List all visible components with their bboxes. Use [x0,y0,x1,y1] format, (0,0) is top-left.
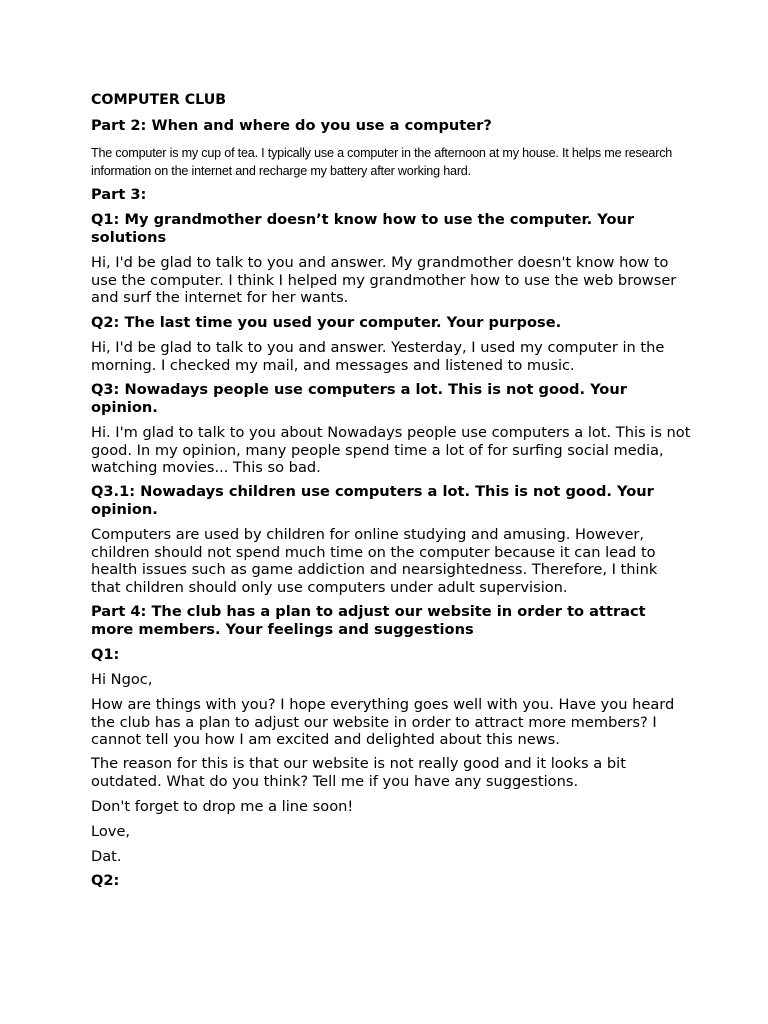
part3-q3-1-answer: Computers are used by children for online studying and amusing. However, children should not spend much time on the computer because it can lead to health issues such as game addiction and nearsightedness. Therefore, I think that children should only use computers under adult supervision. [91,526,658,596]
part3-q3-heading: Q3: Nowadays people use computers a lot. This is not good. Your opinion. [91,381,627,416]
letter-greeting: Hi Ngoc, [91,671,153,688]
part2-heading: Part 2: When and where do you use a computer? [91,117,492,134]
part3-q1-heading: Q1: My grandmother doesn’t know how to use the computer. Your solutions [91,211,635,246]
letter-paragraph-2: The reason for this is that our website is not really good and it looks a bit outdated. What do you think? Tell me if you have any suggestions. [91,755,626,790]
part3-q1-answer: Hi, I'd be glad to talk to you and answer. My grandmother doesn't know how to use the computer. I think I helped my grandmother how to use the web browser and surf the internet for her wants. [91,254,677,306]
part2-answer: The computer is my cup of tea. I typically use a computer in the afternoon at my house. It helps me research information on the internet and recharge my battery after working hard. [91,146,673,178]
letter-paragraph-1: How are things with you? I hope everything goes well with you. Have you heard the club has a plan to adjust our website in order to attract more members? I cannot tell you how I am excited and delighted about this news. [91,696,675,748]
part4-q2-heading: Q2: [91,872,120,889]
letter-closing: Love, [91,823,131,840]
part3-heading: Part 3: [91,186,147,203]
letter-paragraph-3: Don't forget to drop me a line soon! [91,798,354,815]
part3-q3-answer: Hi. I'm glad to talk to you about Nowadays people use computers a lot. This is not good. In my opinion, many people spend time a lot of for surfing social media, watching movies... This so bad. [91,424,691,476]
part4-heading: Part 4: The club has a plan to adjust our website in order to attract more members. Your feelings and suggestions [91,603,646,638]
part3-q2-heading: Q2: The last time you used your computer. Your purpose. [91,314,562,331]
part3-q3-1-heading: Q3.1: Nowadays children use computers a lot. This is not good. Your opinion. [91,483,654,518]
document-title: COMPUTER CLUB [91,92,227,108]
letter-signature: Dat. [91,848,122,865]
part3-q2-answer: Hi, I'd be glad to talk to you and answer. Yesterday, I used my computer in the morning. I checked my mail, and messages and listened to music. [91,339,665,374]
part4-q1-heading: Q1: [91,646,120,663]
